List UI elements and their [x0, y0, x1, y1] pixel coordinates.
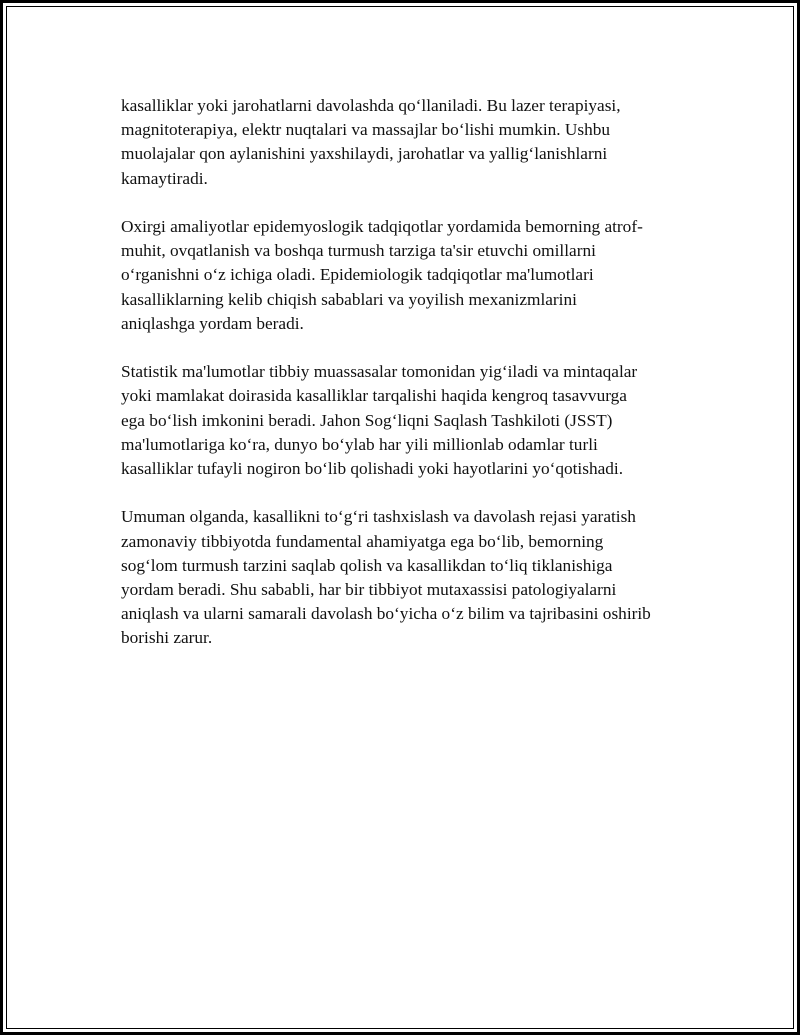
text-line: yoki mamlakat doirasida kasalliklar tarqalishi haqida kengroq tasavvurga: [121, 386, 627, 406]
paragraph-2: [121, 215, 691, 336]
text-line: kasalliklarning kelib chiqish sabablari va yoyilish mexanizmlarini: [121, 289, 577, 309]
text-line: o‘rganishni o‘z ichiga oladi. Epidemiologik tadqiqotlar ma'lumotlari: [121, 265, 594, 285]
text-line: Oxirgi amaliyotlar epidemyoslogik tadqiqotlar yordamida bemorning atrof-: [121, 217, 643, 236]
text-line: muhit, ovqatlanish va boshqa turmush tarziga ta'sir etuvchi omillarni: [121, 241, 596, 261]
document-body: [121, 94, 691, 675]
text-line: zamonaviy tibbiyotda fundamental ahamiyatga ega bo‘lib, bemorning: [121, 531, 604, 551]
text-line: Statistik ma'lumotlar tibbiy muassasalar tomonidan yig‘iladi va mintaqalar: [121, 362, 638, 382]
text-line: magnitoterapiya, elektr nuqtalari va massajlar bo‘lishi mumkin. Ushbu: [121, 120, 611, 140]
paragraph-1: [121, 94, 691, 191]
paragraph-4: [121, 505, 691, 650]
text-line: yordam beradi. Shu sababli, har bir tibbiyot mutaxassisi patologiyalarni: [121, 580, 617, 600]
text-line: aniqlashga yordam beradi.: [121, 313, 304, 333]
text-line: ma'lumotlariga ko‘ra, dunyo bo‘ylab har yili millionlab odamlar turli: [121, 434, 598, 454]
text-line: ega bo‘lish imkonini beradi. Jahon Sog‘liqni Saqlash Tashkiloti (JSST): [121, 410, 613, 430]
text-line: Umuman olganda, kasallikni to‘g‘ri tashxislash va davolash rejasi yaratish: [121, 507, 636, 527]
text-line: sog‘lom turmush tarzini saqlab qolish va kasallikdan to‘liq tiklanishiga: [121, 555, 613, 575]
text-line: kamaytiradi.: [121, 168, 208, 188]
paragraph-3: [121, 360, 691, 481]
text-line: kasalliklar yoki jarohatlarni davolashda qo‘llaniladi. Bu lazer terapiyasi,: [121, 96, 621, 115]
text-line: aniqlash va ularni samarali davolash bo‘yicha o‘z bilim va tajribasini oshirib: [121, 604, 651, 624]
text-line: kasalliklar tufayli nogiron bo‘lib qolishadi yoki hayotlarini yo‘qotishadi.: [121, 459, 624, 479]
text-line: muolajalar qon aylanishini yaxshilaydi, jarohatlar va yallig‘lanishlarni: [121, 144, 608, 164]
text-line: borishi zarur.: [121, 628, 213, 648]
